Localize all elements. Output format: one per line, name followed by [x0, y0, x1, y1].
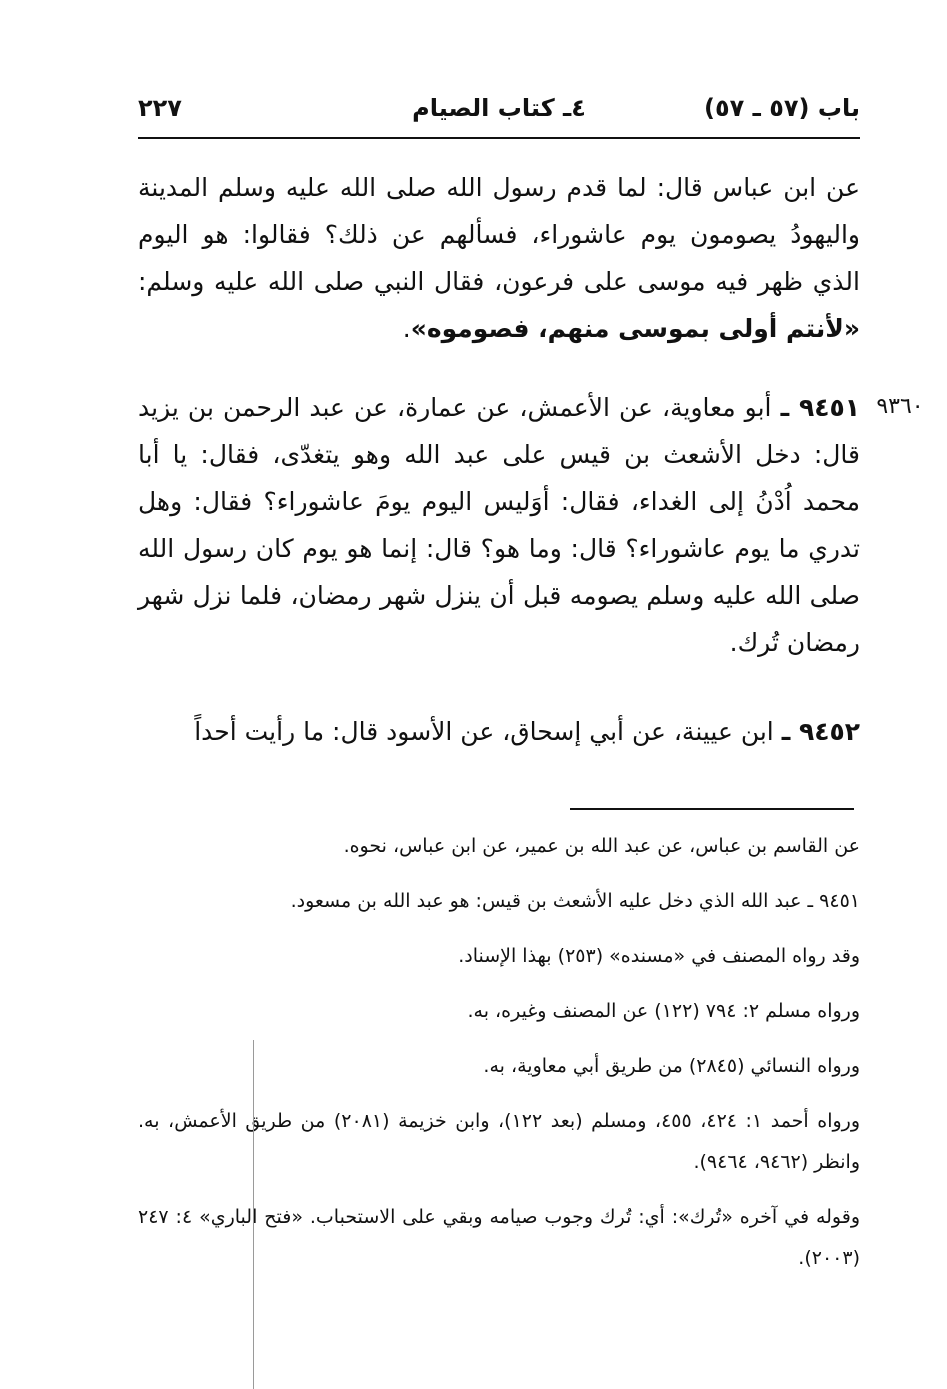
hadith-9452 [138, 708, 860, 755]
hadith-number: ٩٤٥٢ ـ [781, 717, 860, 746]
footnote: ورواه النسائي (٢٨٤٥) من طريق أبي معاوية، به. [483, 1055, 860, 1077]
hadith-text: عن ابن عباس قال: لما قدم رسول الله صلى الله عليه وسلم المدينة واليهودُ يصومون يوم عاشوراء، فسألهم عن ذلك؟ فقالوا: هو اليوم الذي ظهر فيه موسى على فرعون، فقال النبي صلى الله عليه وسلم: [138, 173, 860, 296]
scan-fold-line [253, 1040, 254, 1389]
prophet-quote: «لأنتم أولى بموسى منهم، فصوموه» [410, 314, 860, 343]
footnotes [138, 826, 860, 1293]
hadith-text: أبو معاوية، عن الأعمش، عن عمارة، عن عبد الرحمن بن يزيد قال: دخل الأشعث بن قيس على عبد الله وهو يتغدّى، فقال: يا أبا محمد اُدْنُ إلى الغداء، فقال: أوَليس اليوم يومَ عاشوراء؟ فقال: وهل تدري ما يوم عاشوراء؟ قال: وما هو؟ قال: إنما هو يوم كان رسول الله صلى الله عليه وسلم يصومه قبل أن ينزل شهر رمضان، فلما نزل شهر رمضان تُرك. [138, 393, 860, 657]
hadith-9451 [138, 384, 860, 666]
period: . [402, 314, 411, 343]
footnote: ٩٤٥١ ـ عبد الله الذي دخل عليه الأشعث بن قيس: هو عبد الله بن مسعود. [290, 890, 860, 912]
hadith-text: ابن عيينة، عن أبي إسحاق، عن الأسود قال: ما رأيت أحداً [194, 717, 782, 746]
chapter-reference: باب (٥٧ ـ ٥٧) [704, 94, 860, 122]
footnote: وقد رواه المصنف في «مسنده» (٢٥٣) بهذا الإسناد. [458, 945, 860, 967]
hadith-continuation [138, 164, 860, 352]
footnote: عن القاسم بن عباس، عن عبد الله بن عمير، عن ابن عباس، نحوه. [343, 835, 860, 857]
running-header [138, 88, 860, 128]
book-title: ٤ـ كتاب الصيام [412, 94, 586, 122]
footnote: وقوله في آخره «تُرك»: أي: تُرك وجوب صيامه وبقي على الاستحباب. «فتح الباري» ٤: ٢٤٧ (٢٠٠٣). [138, 1206, 860, 1269]
footnote: ورواه مسلم ٢: ٧٩٤ (١٢٢) عن المصنف وغيره، به. [467, 1000, 860, 1022]
page-number: ٢٢٧ [138, 94, 182, 122]
footnote: ورواه أحمد ١: ٤٢٤، ٤٥٥، ومسلم (بعد ١٢٢)، وابن خزيمة (٢٠٨١) من طريق الأعمش، به. وانظر (٩٤٦٢، ٩٤٦٤). [138, 1110, 860, 1173]
footnote-divider [570, 808, 854, 810]
hadith-number: ٩٤٥١ ـ [780, 393, 861, 422]
header-divider [138, 137, 860, 139]
margin-hadith-number: ٩٣٦٠ [876, 394, 924, 419]
